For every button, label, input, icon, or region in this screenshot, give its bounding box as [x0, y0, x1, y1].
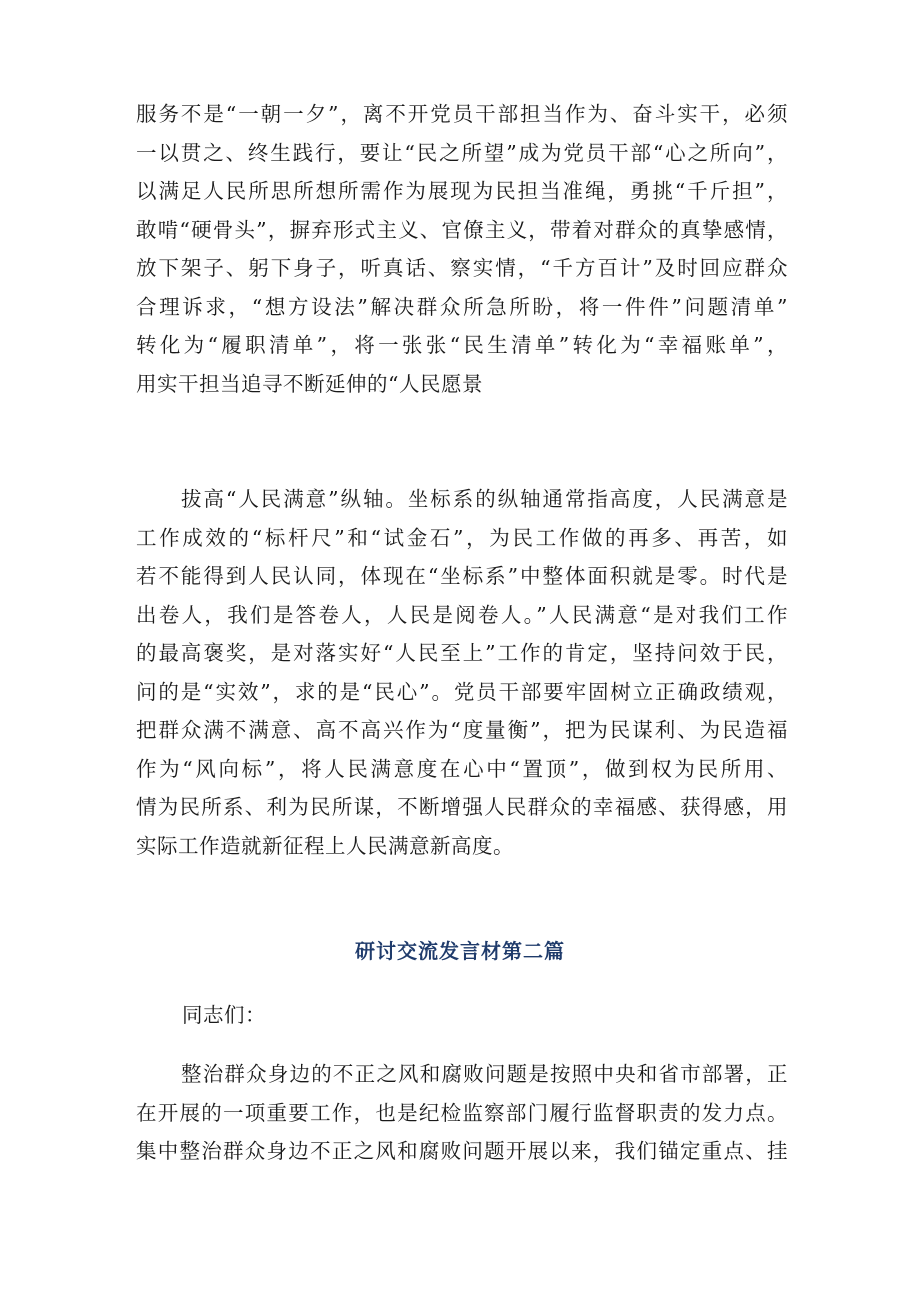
paragraph-2-line: 的最高褒奖，是对落实好“人民至上”工作的肯定，坚持问效于民，	[136, 641, 788, 665]
paragraph-1-line: 以满足人民所思所想所需作为展现为民担当准绳，勇挑“千斤担”，	[136, 179, 788, 203]
paragraph-1	[136, 95, 788, 403]
paragraph-3	[136, 1055, 788, 1171]
paragraph-1-line: 一以贯之、终生践行，要让“民之所望”成为党员干部“心之所向”，	[136, 140, 788, 165]
paragraph-1-line: 敢啃“硬骨头”，摒弃形式主义、官僚主义，带着对群众的真挚感情，	[136, 217, 788, 242]
paragraph-1-line: 服务不是“一朝一夕”，离不开党员干部担当作为、奋斗实干，必须	[136, 102, 788, 126]
paragraph-2-line: 出卷人，我们是答卷人，人民是阅卷人。”人民满意“是对我们工作	[136, 602, 788, 627]
paragraph-3-line: 集中整治群众身边不正之风和腐败问题开展以来，我们锚定重点、挂	[136, 1139, 788, 1163]
paragraph-2-line: 拔高“人民满意”纵轴。坐标系的纵轴通常指高度，人民满意是	[181, 487, 788, 511]
paragraph-1-line: 合理诉求，“想方设法”解决群众所急所盼，将一件件”问题清单”	[136, 294, 788, 319]
paragraph-2-line: 作为“风向标”，将人民满意度在心中“置顶”，做到权为民所用、	[136, 756, 788, 781]
paragraph-2-line: 工作成效的“标杆尺”和“试金石”，为民工作做的再多、再苦，如	[136, 525, 788, 550]
paragraph-1-line: 放下架子、躬下身子，听真话、察实情，“千方百计”及时回应群众	[136, 256, 788, 280]
paragraph-2-line: 若不能得到人民认同，体现在“坐标系”中整体面积就是零。时代是	[136, 564, 788, 588]
paragraph-1-line: 转化为“履职清单”，将一张张“民生清单”转化为“幸福账单”，	[136, 333, 788, 357]
paragraph-2-line: 问的是“实效”，求的是“民心”。党员干部要牢固树立正确政绩观，	[136, 679, 788, 704]
paragraph-3-line: 在开展的一项重要工作，也是纪检监察部门履行监督职责的发力点。	[136, 1100, 788, 1125]
paragraph-2-line: 实际工作造就新征程上人民满意新高度。	[136, 833, 514, 858]
paragraph-2-line: 把群众满不满意、高不高兴作为“度量衡”，把为民谋利、为民造福	[136, 718, 788, 742]
paragraph-3-line: 整治群众身边的不正之风和腐败问题是按照中央和省市部署，正	[181, 1062, 788, 1086]
paragraph-2	[136, 480, 788, 865]
paragraph-1-line: 用实干担当追寻不断延伸的“人民愿景	[136, 371, 483, 396]
greeting: 同志们：	[182, 1003, 266, 1027]
paragraph-2-line: 情为民所系、利为民所谋，不断增强人民群众的幸福感、获得感，用	[136, 795, 788, 819]
section-heading: 研讨交流发言材第二篇	[355, 939, 565, 963]
